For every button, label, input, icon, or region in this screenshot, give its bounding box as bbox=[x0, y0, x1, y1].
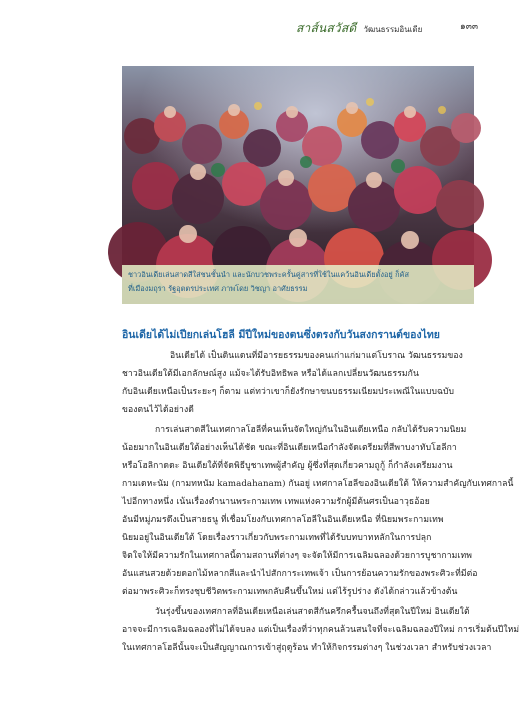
photo-caption-line: ที่เมืองมถุรา รัฐอุตตรประเทศ ภาพโดย วิชญา อาศัยธรรม bbox=[128, 284, 308, 293]
body-line: ไปอีกทางหนึ่ง เน้นเรื่องตำนานพระกามเทพ เทพแห่งความรักผู้มีต้นศรเป็นอาวุธอ้อย bbox=[122, 497, 430, 507]
body-line: นิยมอยู่ในอินเดียใต้ โดยเรื่องราวเกี่ยวกับพระกามเทพที่ได้รับบทบาทหลักในการปลุก bbox=[122, 533, 432, 543]
body-line: หรือโฮลิกาดดะ อินเดียใต้ที่จัดพิธีบูชาเทพผู้สำคัญ ผู้ซึ่งที่สุดเกี่ยวคามถูกู้ ก็กำลังเตรียมงาน bbox=[122, 461, 453, 471]
brand-title: สาส์นสวัสดี bbox=[296, 21, 357, 35]
brand-subtitle: วัฒนธรรมอินเดีย bbox=[363, 25, 423, 34]
body-line: น้อยมากในอินเดียใต้อย่างเห็นได้ชัด ขณะที่อินเดียเหนือกำลังจัดเตรียมที่สีพาบงาทับโฮลีกา bbox=[122, 443, 457, 453]
header-brand bbox=[296, 17, 456, 35]
body-line: ในเทศกาลโฮลีนั้นจะเป็นสัญญาณการเข้าสู่ฤดูร้อน ทำให้กิจกรรมต่างๆ ในช่วงเวลา สำหรับช่วงเวลา bbox=[122, 643, 492, 653]
section-heading: อินเดียได้ไม่เปียกเล่นโฮลี มีปีใหม่ของตนซึ่งตรงกับวันสงกรานต์ของไทย bbox=[122, 329, 440, 341]
body-line: อินเดียได้ เป็นดินแดนที่มีอารยธรรมของคนเก่าแก่มาแต่โบราณ วัฒนธรรมของ bbox=[170, 351, 463, 361]
body-line: อันแสนสวยด้วยดอกไม้หลากสีและนำไปสักการะเทพเจ้า เป็นการย้อนความรักของพระศิวะที่มีต่อ bbox=[122, 569, 478, 579]
body-line: ต่อมาพระศิวะก็ทรงชุบชีวิตพระกามเทพกลับคืนขึ้นใหม่ แต่ไร้รูปร่าง ดังได้กล่าวแล้วข้างต้น bbox=[122, 587, 458, 597]
body-line: ของตนไว้ได้อย่างดี bbox=[122, 405, 194, 415]
body-line: วันรุ่งขึ้นของเทศกาลที่อินเดียเหนือเล่นสาดสีกันครึกครื้นจนถึงที่สุดในปีใหม่ อินเดียใต้ bbox=[155, 607, 470, 617]
body-line: การเล่นสาดสีในเทศกาลโฮลีที่คนเห็นจัดใหญ่กันในอินเดียเหนือ กลับได้รับความนิยม bbox=[155, 425, 467, 435]
body-line: อาจจะมีการเฉลิมฉลองที่ไม่ได้จบลง แต่เป็นเรื่องที่ว่าทุกคนล้วนสนใจที่จะเฉลิมฉลองปีใหม่ การเริ่มต้นปีใหม่ bbox=[122, 625, 519, 635]
body-line: กามเดหะนัม (กามทหนัม kamadahanam) กันอยู่ เทศกาลโฮลีของอินเดียใต้ ให้ความสำคัญกับเทศกาลนี้ bbox=[122, 479, 514, 489]
body-line: ชาวอินเดียใต้มีเอกลักษณ์สูง แม้จะได้รับอิทธิพล หรือได้แลกเปลี่ยนวัฒนธรรมกัน bbox=[122, 369, 419, 379]
page-number: ๑๓๓ bbox=[460, 22, 479, 32]
body-line: จิตใจให้มีความรักในเทศกาลนี้ตามสถานที่ต่างๆ จะจัดให้มีการเฉลิมฉลองด้วยการบูชากามเทพ bbox=[122, 551, 472, 561]
body-line: อันมีหมู่ภมรดึงเป็นสายธนู ที่เชื่อมโยงกับเทศกาลโฮลีในอินเดียเหนือ ที่นิยมพระกามเทพ bbox=[122, 515, 444, 525]
body-line: กับอินเดียเหนือเป็นระยะๆ ก็ตาม แต่ทว่าเขาก็ยังรักษาขนบธรรมเนียมประเพณีในแบบฉบับ bbox=[122, 387, 455, 397]
photo-caption-line: ชาวอินเดียเล่นสาดสีใส่ชนชั้นนำ และนักบวชพระครั้นคู่สารที่ใช้ในแคว้นอินเดียตั้งอยู่ ก็คัส bbox=[128, 270, 410, 279]
